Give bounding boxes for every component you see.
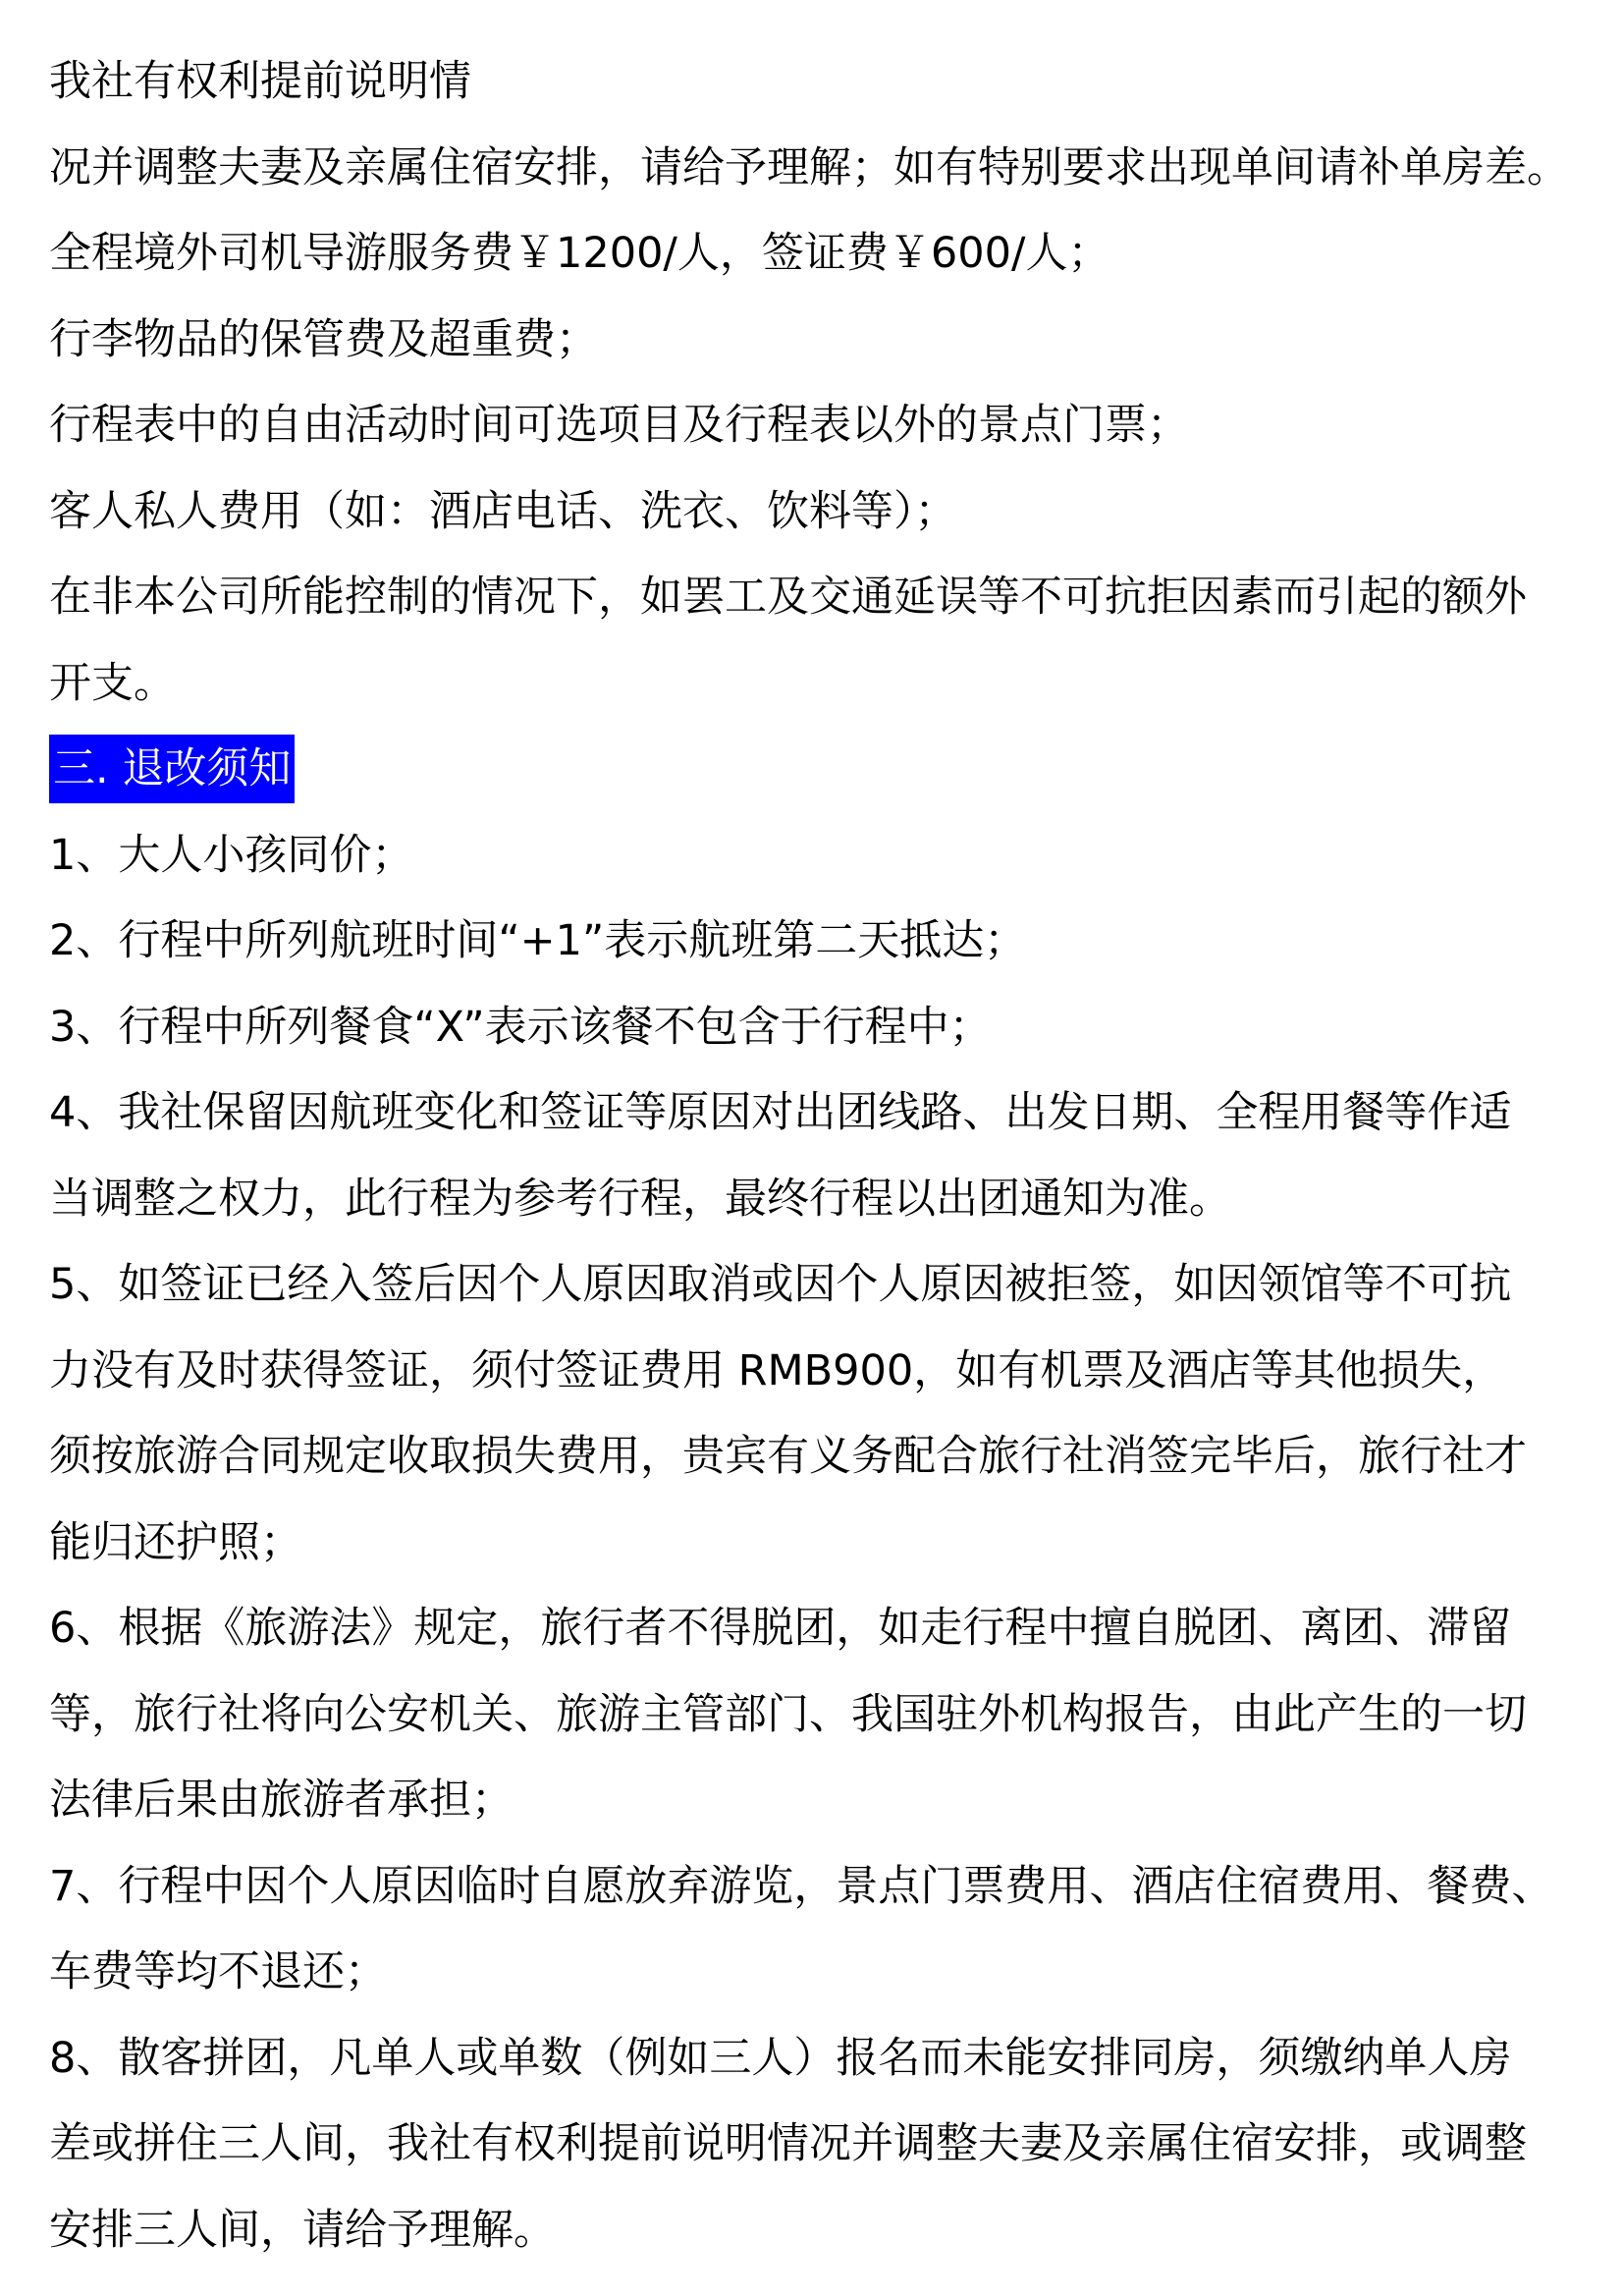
policy-line: 能归还护照； bbox=[49, 1517, 302, 1567]
text-line: 开支。 bbox=[49, 658, 176, 708]
fees-section bbox=[49, 39, 1581, 727]
text-line: 行李物品的保管费及超重费； bbox=[49, 314, 598, 364]
policy-line: 安排三人间，请给予理解。 bbox=[49, 2205, 556, 2255]
policy-line: 法律后果由旅游者承担； bbox=[49, 1776, 514, 1825]
text-line: 客人私人费用（如：酒店电话、洗衣、饮料等）； bbox=[49, 486, 957, 536]
text-line: 全程境外司机导游服务费￥1200/人，签证费￥600/人； bbox=[49, 229, 1110, 278]
policy-line: 当调整之权力，此行程为参考行程，最终行程以出团通知为准。 bbox=[49, 1174, 1231, 1224]
policy-line: 等，旅行社将向公安机关、旅游主管部门、我国驻外机构报告，由此产生的一切 bbox=[49, 1689, 1527, 1739]
text-line: 况并调整夫妻及亲属住宿安排，请给予理解；如有特别要求出现单间请补单房差。 bbox=[49, 142, 1569, 192]
policy-line: 2、行程中所列航班时间“+1”表示航班第二天抵达； bbox=[49, 916, 1027, 965]
policy-line: 6、根据《旅游法》规定，旅行者不得脱团，如走行程中擅自脱团、离团、滞留 bbox=[49, 1604, 1512, 1653]
policy-line: 须按旅游合同规定收取损失费用，贵宾有义务配合旅行社消签完毕后，旅行社才 bbox=[49, 1432, 1527, 1481]
text-line: 行程表中的自由活动时间可选项目及行程表以外的景点门票； bbox=[49, 401, 1189, 450]
text-line: 我社有权利提前说明情 bbox=[49, 57, 471, 106]
text-line: 在非本公司所能控制的情况下，如罢工及交通延误等不可抗拒因素而引起的额外 bbox=[49, 573, 1527, 622]
document-page bbox=[49, 39, 1581, 2273]
section-heading-row bbox=[49, 727, 1581, 813]
policy-line: 3、行程中所列餐食“X”表示该餐不包含于行程中； bbox=[49, 1002, 992, 1052]
policy-line: 1、大人小孩同价； bbox=[49, 830, 414, 880]
policy-line: 差或拼住三人间，我社有权利提前说明情况并调整夫妻及亲属住宿安排，或调整 bbox=[49, 2119, 1527, 2168]
policy-line: 4、我社保留因航班变化和签证等原因对出团线路、出发日期、全程用餐等作适 bbox=[49, 1088, 1512, 1137]
policy-line: 8、散客拼团，凡单人或单数（例如三人）报名而未能安排同房，须缴纳单人房 bbox=[49, 2033, 1512, 2083]
section-heading: 三. 退改须知 bbox=[49, 735, 295, 803]
policy-line: 5、如签证已经入签后因个人原因取消或因个人原因被拒签，如因领馆等不可抗 bbox=[49, 1260, 1512, 1309]
policy-line: 车费等均不退还； bbox=[49, 1947, 387, 1996]
refund-policy-section bbox=[49, 813, 1581, 2274]
policy-line: 力没有及时获得签证，须付签证费用 RMB900，如有机票及酒店等其他损失， bbox=[49, 1345, 1505, 1395]
policy-line: 7、行程中因个人原因临时自愿放弃游览，景点门票费用、酒店住宿费用、餐费、 bbox=[49, 1861, 1554, 1911]
